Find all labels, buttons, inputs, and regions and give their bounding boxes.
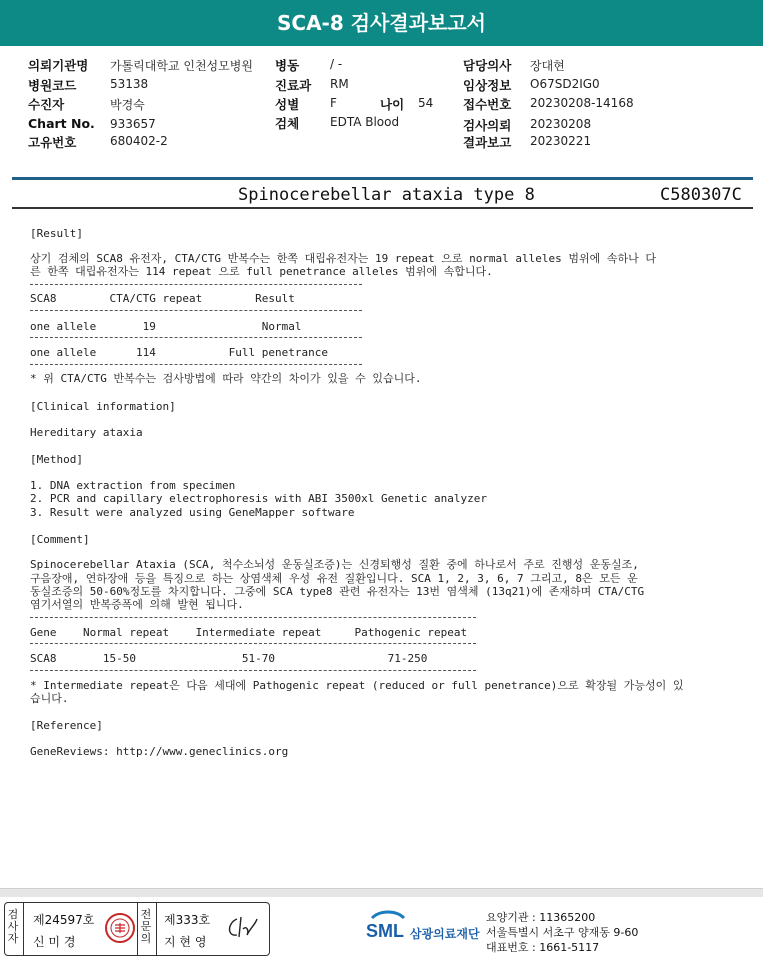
doctor-label: 담당의사: [463, 58, 512, 73]
logo-mark: SML: [366, 921, 404, 941]
uid-label: 고유번호: [28, 135, 77, 150]
specimen-label: 검체: [275, 116, 300, 131]
specimen-value: EDTA Blood: [330, 115, 400, 129]
comment-line-2: 구음장애, 연하장애 등을 특징으로 하는 상염색체 우성 유전 질환입니다. SCA 1, 2, 3, 6, 7 그리고, 8은 모든 운: [30, 572, 638, 585]
org-institution-code: 요양기관 : 11365200: [486, 911, 596, 924]
org-phone: 대표번호 : 1661-5117: [486, 941, 600, 954]
table-rule: [30, 670, 476, 671]
method-step-3: 3. Result were analyzed using GeneMapper software: [30, 506, 355, 519]
receipt-value: 20230208-14168: [530, 96, 634, 110]
receipt-label: 접수번호: [463, 97, 512, 112]
table-rule: [30, 310, 362, 311]
table-rule: [30, 284, 362, 285]
patient-label: 수진자: [28, 97, 65, 112]
clinical-label: 임상정보: [463, 78, 512, 93]
comment-line-3: 동실조증의 50-60%정도를 차지합니다. 그중에 SCA type8 관련 유전자는 13번 염색체 (13q21)에 존재하며 CTA/CTG: [30, 585, 645, 598]
clinical-heading: [Clinical information]: [30, 400, 176, 413]
dept-label: 진료과: [275, 78, 312, 93]
table-rule: [30, 337, 362, 338]
reference-heading: [Reference]: [30, 719, 103, 732]
ward-label: 병동: [275, 58, 300, 73]
box-divider: [156, 903, 157, 955]
divider-dark: [12, 207, 753, 209]
comment-table-row: SCA8 15-50 51-70 71-250: [30, 652, 428, 665]
result-text-line-2: 른 한쪽 대립유전자는 114 repeat 으로 full penetrance alleles 범위에 속합니다.: [30, 265, 493, 278]
comment-note-line-1: * Intermediate repeat은 다음 세대에 Pathogenic repeat (reduced or full penetrance)으로 확장될 가능성이 있: [30, 679, 684, 692]
age-value: 54: [418, 96, 434, 110]
request-label: 검사의뢰: [463, 118, 512, 133]
comment-note-line-2: 습니다.: [30, 692, 69, 705]
method-heading: [Method]: [30, 453, 83, 466]
result-table-row: one allele 114 Full penetrance: [30, 346, 329, 359]
specialist-role-label: 전 문 의: [140, 908, 152, 945]
table-rule: [30, 364, 362, 365]
sex-label: 성별: [275, 97, 300, 112]
comment-table-header: Gene Normal repeat Intermediate repeat Pathogenic repeat: [30, 626, 468, 639]
result-note: * 위 CTA/CTG 반복수는 검사방법에 따라 약간의 차이가 있을 수 있습니다.: [30, 372, 422, 385]
divider-blue: [12, 177, 753, 180]
sex-value: F: [330, 96, 337, 110]
comment-heading: [Comment]: [30, 533, 90, 546]
org-address: 서울특별시 서초구 양재동 9-60: [486, 926, 639, 939]
test-name: Spinocerebellar ataxia type 8: [238, 185, 535, 205]
signature-box: [4, 902, 270, 956]
method-step-2: 2. PCR and capillary electrophoresis with ABI 3500xl Genetic analyzer: [30, 492, 487, 505]
hospital-label: 의뢰기관명: [28, 58, 89, 73]
report-date-value: 20230221: [530, 134, 592, 148]
result-table-row: one allele 19 Normal: [30, 320, 302, 333]
table-rule: [30, 643, 476, 644]
reference-text: GeneReviews: http://www.geneclinics.org: [30, 745, 289, 758]
clinical-text: Hereditary ataxia: [30, 426, 143, 439]
report-date-label: 결과보고: [463, 135, 512, 150]
table-rule: [30, 617, 476, 618]
seal-stamp: [105, 913, 135, 943]
hospital-value: 가톨릭대학교 인천성모병원: [110, 59, 253, 73]
examiner-license: 제24597호: [33, 913, 95, 927]
result-text-line-1: 상기 검체의 SCA8 유전자, CTA/CTG 반복수는 한쪽 대립유전자는 19 repeat 으로 normal alleles 범위에 속하나 다: [30, 252, 657, 265]
chart-label: Chart No.: [28, 116, 95, 131]
ward-value: / -: [330, 57, 343, 71]
age-label: 나이: [380, 97, 405, 112]
code-value: 53138: [110, 77, 149, 91]
patient-value: 박경숙: [110, 98, 145, 112]
signature-scribble: [225, 913, 261, 943]
result-table-header: SCA8 CTA/CTG repeat Result: [30, 292, 295, 305]
doctor-value: 장대현: [530, 59, 565, 73]
method-step-1: 1. DNA extraction from specimen: [30, 479, 236, 492]
comment-line-4: 염기서열의 반복증폭에 의해 발현 됩니다.: [30, 598, 244, 611]
comment-line-1: Spinocerebellar Ataxia (SCA, 척수소뇌성 운동실조증)는 신경퇴행성 질환 중에 하나로서 주로 진행성 운동실조,: [30, 558, 639, 571]
org-logo: [366, 908, 480, 948]
uid-value: 680402-2: [110, 134, 168, 148]
footer-divider: [0, 888, 763, 897]
code-label: 병원코드: [28, 78, 77, 93]
request-value: 20230208: [530, 117, 592, 131]
report-title: SCA-8 검사결과보고서: [0, 0, 763, 46]
specialist-name: 지 현 영: [164, 935, 207, 949]
clinical-value: O67SD2IG0: [530, 77, 600, 91]
examiner-name: 신 미 경: [33, 935, 76, 949]
examiner-role-label: 검 사 자: [7, 908, 19, 945]
test-code: C580307C: [660, 185, 742, 205]
box-divider: [23, 903, 24, 955]
result-heading: [Result]: [30, 227, 83, 240]
chart-value: 933657: [110, 117, 156, 131]
dept-value: RM: [330, 77, 349, 91]
org-name: 삼광의료재단: [410, 927, 480, 941]
specialist-license: 제333호: [164, 913, 211, 927]
